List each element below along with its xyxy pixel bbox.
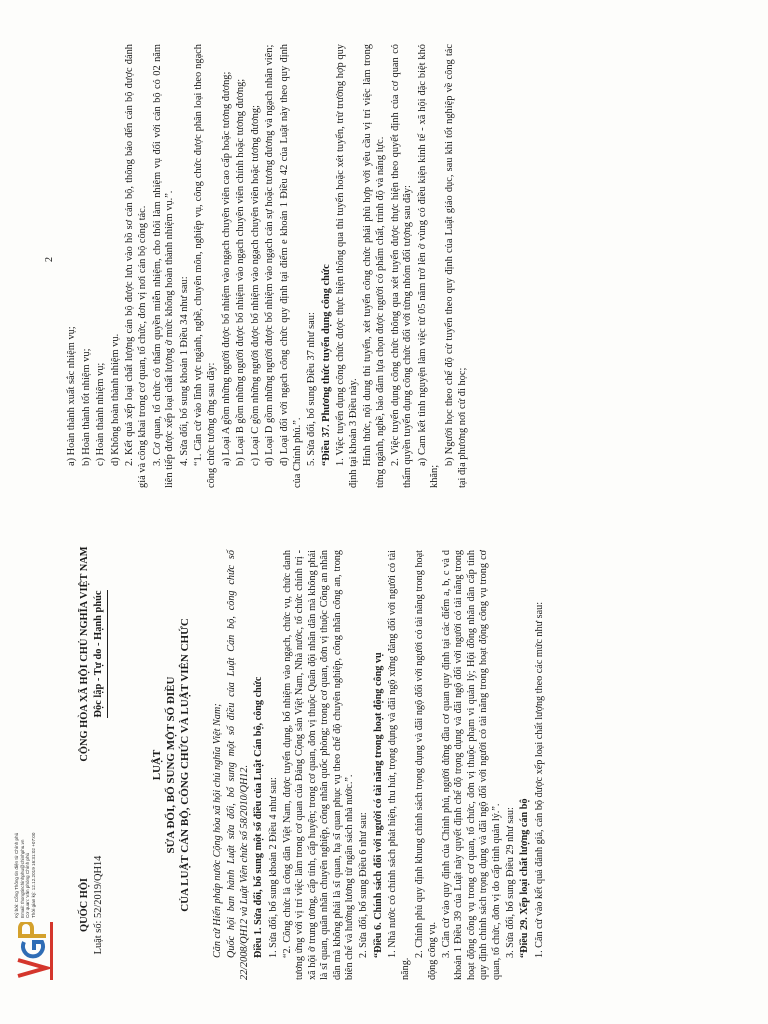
title-line: LUẬT: [151, 749, 163, 781]
paragraph: Điều 1. Sửa đổi, bổ sung một số điều của Luật Cán bộ, công chức: [253, 676, 265, 958]
paragraph: 2. Việc tuyển dụng công chức thông qua xét tuyển được thực hiện theo quyết định của cơ quan có thẩm quyền tuyển dụng công chức đối với từng nhóm đối tượng sau đây:: [389, 44, 414, 488]
issuer-block: [78, 830, 106, 980]
paragraph: 4. Sửa đổi, bổ sung khoản 1 Điều 34 như sau:: [178, 276, 190, 466]
paragraph: “Điều 6. Chính sách đối với người có tài năng trong hoạt động công vụ: [372, 652, 384, 958]
page-left: [0, 512, 768, 1024]
signature-line: Cơ quan: Văn phòng Chính phủ: [25, 852, 31, 918]
paragraph: a) Hoàn thành xuất sắc nhiệm vụ;: [66, 326, 77, 466]
country-name: CỘNG HÒA XÃ HỘI CHỦ NGHĨA VIỆT NAM: [79, 546, 90, 762]
right-body-text: [66, 44, 471, 488]
paragraph: đ) Loại đối với ngạch công chức quy định tại điểm e khoản 1 Điều 42 của Luật này theo quy định của Chính phủ.”.: [278, 44, 303, 488]
paragraph: “Điều 29. Xếp loại chất lượng cán bộ: [519, 798, 531, 958]
digital-signature-block: [14, 798, 36, 918]
paragraph: “2. Công chức là công dân Việt Nam, được tuyển dụng, bổ nhiệm vào ngạch, chức vụ, chức danh tương ứng với vị trí việc làm trong cơ quan của Đảng Cộng sản Việt Nam, Nhà nước, tổ chức chính trị - xã hội ở trung ương, cấp tỉnh, cấp huyện; trong cơ quan, đơn vị thuộc Quân đội nhân dân mà không phải là sĩ quan, quân nhân chuyên nghiệp, công nhân quốc phòng; trong cơ quan, đơn vị thuộc Công an nhân dân mà không phải là sĩ quan, hạ sĩ quan phục vụ theo chế độ chuyên nghiệp, công nhân công an, trong biên chế và hưởng lương từ ngân sách nhà nước.”.: [282, 550, 356, 980]
paragraph: Căn cứ Hiến pháp nước Cộng hòa xã hội chủ nghĩa Việt Nam;: [212, 703, 223, 958]
paragraph: “Điều 37. Phương thức tuyển dụng công chức: [320, 264, 332, 466]
paragraph: a) Cam kết tình nguyện làm việc từ 05 năm trở lên ở vùng có điều kiện kinh tế - xã hội đặc biệt khó khăn;: [416, 44, 441, 488]
left-body-text: [212, 550, 548, 980]
paragraph: 1. Căn cứ vào kết quả đánh giá, cán bộ được xếp loại chất lượng theo các mức như sau:: [533, 601, 545, 958]
paragraph: d) Loại D gồm những người được bổ nhiệm vào ngạch cán sự hoặc tương đương và ngạch nhân viên;: [264, 44, 276, 466]
signature-line: Ký bởi: Cổng Thông tin điện tử Chính phủ: [14, 832, 19, 918]
vgp-logo: [12, 922, 56, 980]
paragraph: 1. Sửa đổi, bổ sung khoản 2 Điều 4 như sau:: [267, 777, 279, 958]
paragraph: 3. Căn cứ vào quy định của Chính phủ, người đứng đầu cơ quan quy định tại các điểm a, b, c và d khoản 1 Điều 39 của Luật này quyết định chế độ trọng dụng và đãi ngộ đối với người có tài năng trong hoạt động công vụ trong cơ quan, tổ chức, đơn vị thuộc phạm vi quản lý; Hội đồng nhân dân cấp tỉnh quy định chính sách trọng dụng và đãi ngộ đối với người có tài năng trong hoạt động công vụ trong cơ quan, tổ chức, đơn vị do cấp tỉnh quản lý.”.: [440, 550, 502, 980]
paragraph: Quốc hội ban hành Luật sửa đổi, bổ sung một số điều của Luật Cán bộ, công chức số 22/2008/QH12 và Luật Viên chức số 58/2010/QH12.: [226, 550, 250, 980]
title-line: CỦA LUẬT CÁN BỘ, CÔNG CHỨC VÀ LUẬT VIÊN CHỨC: [179, 618, 191, 912]
paragraph: “1. Căn cứ vào lĩnh vực ngành, nghề, chuyên môn, nghiệp vụ, công chức được phân loại theo ngạch công chức tương ứng sau đây:: [193, 44, 217, 488]
page-number: 2: [44, 257, 55, 262]
paragraph: 2. Chính phủ quy định khung chính sách trọng dụng và đãi ngộ đối với người có tài năng trong hoạt động công vụ.: [414, 550, 438, 980]
signature-line: Email: thongtinchinhphu@chinhphu.vn: [19, 839, 25, 918]
paragraph: 5. Sửa đổi, bổ sung Điều 37 như sau:: [306, 312, 318, 466]
paragraph: 2. Kết quả xếp loại chất lượng cán bộ được lưu vào hồ sơ cán bộ, thông báo đến cán bộ được đánh giá và công khai trong cơ quan, tổ chức, đơn vị nơi cán bộ công tác.: [124, 44, 148, 488]
paragraph: c) Loại C gồm những người được bổ nhiệm vào ngạch chuyên viên hoặc tương đương;: [249, 105, 261, 466]
paragraph: b) Hoàn thành tốt nhiệm vụ;: [80, 348, 92, 466]
paragraph: b) Loại B gồm những người được bổ nhiệm vào ngạch chuyên viên chính hoặc tương đương;: [235, 78, 247, 466]
law-number: Luật số: 52/2019/QH14: [93, 855, 104, 955]
document-title: [150, 550, 192, 980]
paragraph: 2. Sửa đổi, bổ sung Điều 6 như sau:: [358, 812, 370, 958]
issuer-name: QUỐC HỘI: [79, 878, 90, 932]
signature-line: Thời gian ký: 12.12.2019 16:31:02 +07:00: [30, 832, 36, 918]
paragraph: 3. Cơ quan, tổ chức có thẩm quyền miễn nhiệm, cho thôi làm nhiệm vụ đối với cán bộ có 02 năm liên tiếp được xếp loại chất lượng ở mức không hoàn thành nhiệm vụ.”.: [151, 44, 176, 488]
paragraph: d) Không hoàn thành nhiệm vụ.: [109, 333, 121, 466]
paragraph: 1. Nhà nước có chính sách phát hiện, thu hút, trọng dụng và đãi ngộ xứng đáng đối với người có tài năng.: [387, 550, 411, 980]
paragraph: a) Loại A gồm những người được bổ nhiệm vào ngạch chuyên viên cao cấp hoặc tương đương;: [220, 71, 232, 466]
title-line: SỬA ĐỔI, BỔ SUNG MỘT SỐ ĐIỀU: [165, 676, 177, 854]
paragraph: c) Hoàn thành nhiệm vụ;: [95, 362, 107, 466]
paragraph: b) Người học theo chế độ cử tuyển theo quy định của Luật giáo dục, sau khi tốt nghiệp về công tác tại địa phương nơi cử đi học;: [444, 44, 468, 488]
paragraph: 3. Sửa đổi, bổ sung Điều 29 như sau:: [504, 807, 516, 958]
motto-text: Độc lập - Tự do - Hạnh phúc: [92, 591, 108, 718]
paragraph: Hình thức, nội dung thi tuyển, xét tuyển công chức phải phù hợp với yêu cầu vị trí việc làm trong từng ngành, nghề, bảo đảm lựa chọn được người có phẩm chất, trình độ và năng lực.: [362, 44, 387, 488]
paragraph: 1. Việc tuyển dụng công chức được thực hiện thông qua thi tuyển hoặc xét tuyển, trừ trường hợp quy định tại khoản 3 Điều này.: [335, 44, 359, 488]
national-motto: [78, 534, 108, 774]
